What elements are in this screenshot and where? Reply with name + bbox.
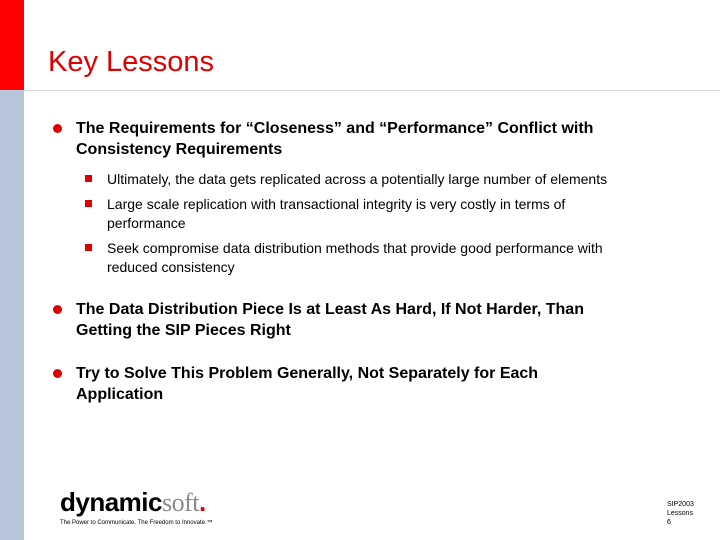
bullet-3 bbox=[48, 363, 708, 405]
sub-bullet-1 bbox=[48, 170, 708, 189]
logo-wordmark bbox=[60, 488, 260, 517]
page-number: 6 bbox=[667, 519, 671, 526]
slide-title: Key Lessons bbox=[48, 46, 215, 78]
slide-body bbox=[48, 118, 708, 405]
bullet-dot-icon bbox=[53, 369, 62, 378]
sub-bullet-square-icon bbox=[85, 244, 92, 251]
bullet-text: Application bbox=[76, 386, 164, 403]
logo-word-light: soft bbox=[162, 488, 199, 517]
bullet-1 bbox=[48, 118, 708, 160]
title-divider bbox=[24, 90, 720, 91]
bullet-dot-icon bbox=[53, 305, 62, 314]
sub-bullet-text: Large scale replication with transactional integrity is very costly in terms of bbox=[107, 196, 566, 212]
company-logo bbox=[60, 488, 260, 528]
bullet-dot-icon bbox=[53, 124, 62, 133]
bullet-text: Consistency Requirements bbox=[76, 141, 283, 158]
sub-bullet-square-icon bbox=[85, 175, 92, 182]
side-bar bbox=[0, 90, 24, 540]
sub-bullet-text: Ultimately, the data gets replicated across a potentially large number of elements bbox=[107, 171, 608, 187]
title-accent-bar bbox=[0, 0, 24, 90]
bullet-text: Try to Solve This Problem Generally, Not Separately for Each bbox=[76, 365, 539, 382]
footer-conference: SIP2003 bbox=[667, 501, 694, 508]
slide-footer bbox=[667, 500, 694, 527]
sub-bullet-3 bbox=[48, 239, 708, 277]
bullet-text: The Data Distribution Piece Is at Least As Hard, If Not Harder, Than bbox=[76, 301, 584, 318]
logo-dot: . bbox=[199, 487, 206, 517]
sub-bullet-text: performance bbox=[107, 215, 186, 231]
sub-bullet-square-icon bbox=[85, 200, 92, 207]
bullet-text: The Requirements for “Closeness” and “Performance” Conflict with bbox=[76, 120, 594, 137]
bullet-text: Getting the SIP Pieces Right bbox=[76, 322, 291, 339]
sub-bullet-text: reduced consistency bbox=[107, 259, 235, 275]
footer-section: Lessons bbox=[667, 510, 694, 517]
bullet-2 bbox=[48, 299, 708, 341]
logo-word-dark: dynamic bbox=[60, 487, 162, 517]
sub-bullet-text: Seek compromise data distribution methods that provide good performance with bbox=[107, 240, 603, 256]
logo-tagline: The Power to Communicate. The Freedom to Innovate.™ bbox=[60, 520, 213, 526]
sub-bullet-2 bbox=[48, 195, 708, 233]
